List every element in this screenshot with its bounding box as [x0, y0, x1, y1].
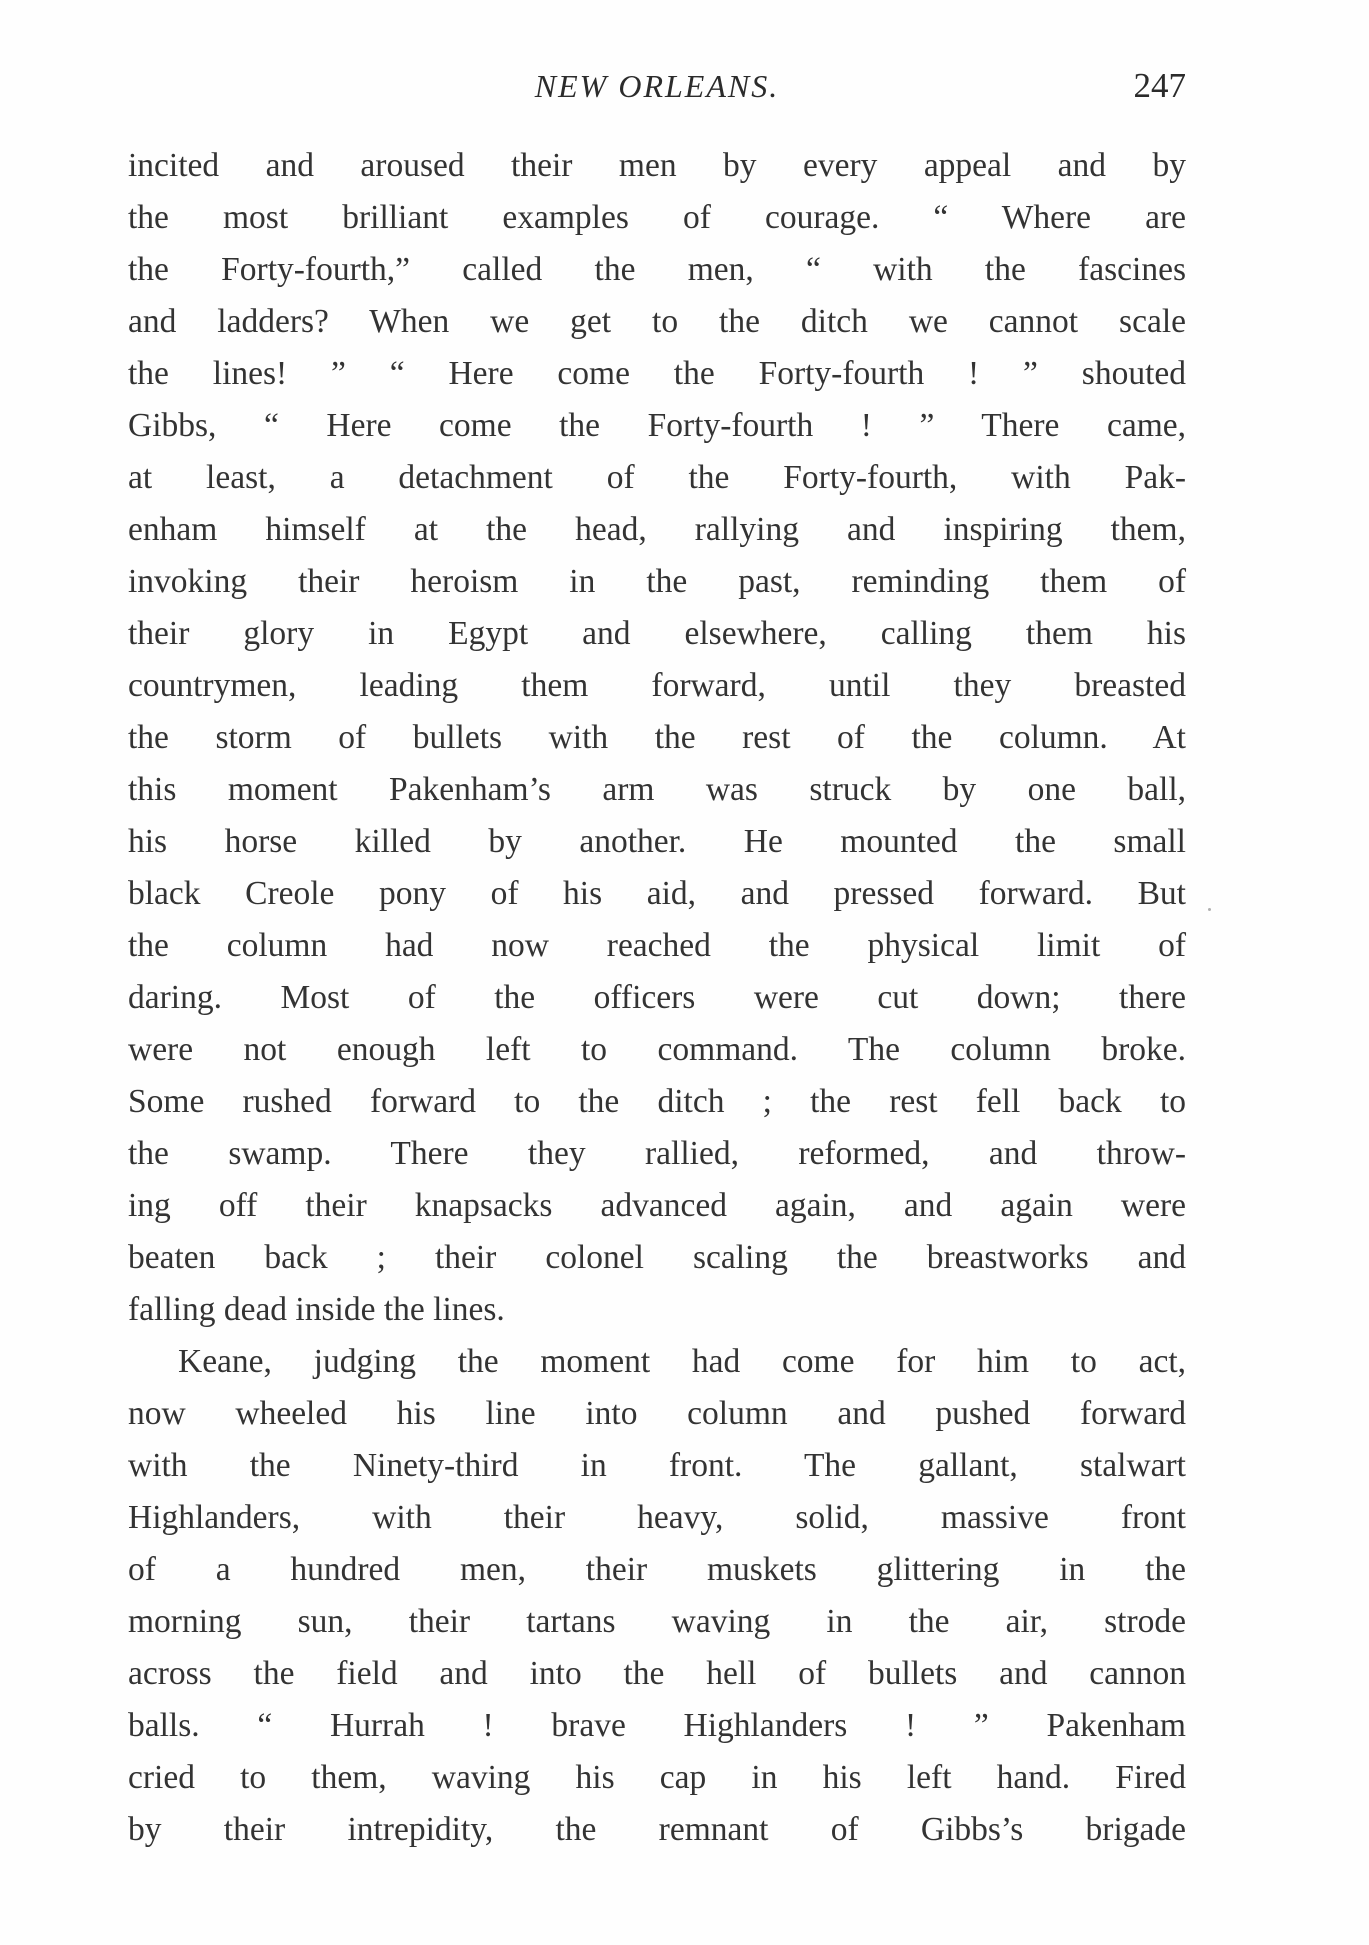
text-line: and ladders? When we get to the ditch we cannot scale	[128, 303, 1186, 340]
text-line: with the Ninety-third in front. The gallant, stalwart	[128, 1447, 1186, 1484]
running-head-title: NEW ORLEANS.	[534, 68, 780, 104]
text-line: Gibbs, “ Here come the Forty-fourth ! ” There came,	[128, 407, 1186, 444]
text-line: by their intrepidity, the remnant of Gibbs’s brigade	[128, 1811, 1186, 1848]
text-line: countrymen, leading them forward, until they breasted	[128, 667, 1186, 704]
text-line: invoking their heroism in the past, reminding them of	[128, 563, 1186, 600]
text-line: enham himself at the head, rallying and inspiring them,	[128, 511, 1186, 548]
text-line: of a hundred men, their muskets glittering in the	[128, 1551, 1186, 1588]
text-line: his horse killed by another. He mounted the small	[128, 823, 1186, 860]
text-line: Some rushed forward to the ditch ; the rest fell back to	[128, 1083, 1186, 1120]
text-line: the storm of bullets with the rest of the column. At	[128, 719, 1186, 756]
text-line: the most brilliant examples of courage. “ Where are	[128, 199, 1186, 236]
text-line: this moment Pakenham’s arm was struck by one ball,	[128, 771, 1186, 808]
text-line: black Creole pony of his aid, and pressed forward. But	[128, 875, 1186, 912]
text-line: falling dead inside the lines.	[128, 1291, 505, 1328]
page-number: 247	[1133, 66, 1186, 105]
text-line: their glory in Egypt and elsewhere, calling them his	[128, 615, 1186, 652]
running-head	[128, 62, 1186, 110]
text-line: now wheeled his line into column and pushed forward	[128, 1395, 1186, 1432]
paper-speck	[1208, 908, 1211, 911]
text-line: incited and aroused their men by every appeal and by	[128, 147, 1186, 184]
body-text	[128, 140, 1186, 1856]
text-line: morning sun, their tartans waving in the air, strode	[128, 1603, 1186, 1640]
paragraphs	[128, 140, 1186, 1856]
text-line: the Forty-fourth,” called the men, “ with the fascines	[128, 251, 1186, 288]
paragraph	[128, 1336, 1186, 1856]
text-line: across the field and into the hell of bullets and cannon	[128, 1655, 1186, 1692]
text-line: were not enough left to command. The column broke.	[128, 1031, 1186, 1068]
text-line: beaten back ; their colonel scaling the breastworks and	[128, 1239, 1186, 1276]
paragraph	[128, 140, 1186, 1336]
text-line: Highlanders, with their heavy, solid, massive front	[128, 1499, 1186, 1536]
text-line: the swamp. There they rallied, reformed, and throw-	[128, 1135, 1186, 1172]
text-line: Keane, judging the moment had come for him to act,	[178, 1343, 1186, 1380]
text-line: at least, a detachment of the Forty-fourth, with Pak-	[128, 459, 1186, 496]
text-line: ing off their knapsacks advanced again, and again were	[128, 1187, 1186, 1224]
text-line: the column had now reached the physical limit of	[128, 927, 1186, 964]
text-line: balls. “ Hurrah ! brave Highlanders ! ” Pakenham	[128, 1707, 1186, 1744]
text-line: the lines! ” “ Here come the Forty-fourth ! ” shouted	[128, 355, 1186, 392]
text-line: daring. Most of the officers were cut down; there	[128, 979, 1186, 1016]
text-line: cried to them, waving his cap in his left hand. Fired	[128, 1759, 1186, 1796]
